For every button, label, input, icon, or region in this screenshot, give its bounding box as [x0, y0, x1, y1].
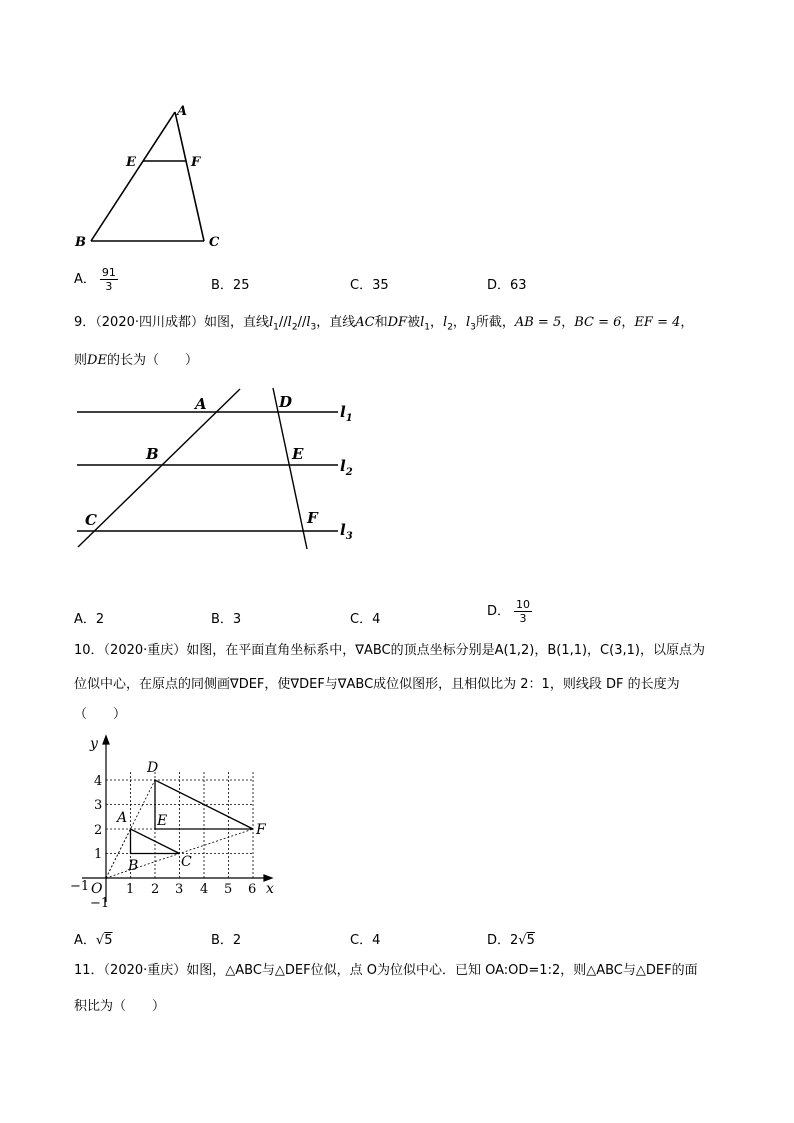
label-e: E — [126, 155, 136, 170]
tick-x-1: 1 — [126, 882, 135, 897]
q9-text-part: 3 — [310, 322, 317, 333]
q9-text-part: ， — [680, 315, 694, 330]
q9-text-part: l — [443, 315, 448, 330]
label-c: C — [85, 511, 97, 529]
q9-text-part: l — [420, 315, 425, 330]
q9-text-part: l — [306, 315, 311, 330]
q10-line3: （ ） — [74, 707, 127, 722]
tick-x-4: 4 — [200, 882, 209, 897]
label-b: B — [128, 858, 139, 874]
label-c: C — [209, 235, 220, 250]
tick-x-neg1: −1 — [70, 879, 90, 894]
q10-option-c[interactable]: C．4 — [350, 933, 381, 948]
q11-line2: 积比为（ ） — [74, 999, 166, 1014]
q9-text-part: ， — [452, 315, 466, 330]
q9-text-part: l — [269, 315, 274, 330]
tick-x-2: 2 — [151, 882, 160, 897]
triangle-figure — [60, 95, 240, 255]
parallel-lines-figure — [70, 385, 370, 555]
label-f: F — [256, 822, 266, 838]
q9-option-c[interactable]: C．4 — [350, 612, 381, 627]
tick-y-3: 3 — [94, 798, 103, 813]
tick-y-neg1: −1 — [90, 896, 110, 911]
q9-text-part: ， — [430, 315, 444, 330]
q9-text-part: ， — [561, 315, 575, 330]
q9-text-part: ，直线 — [316, 315, 356, 330]
label-b: B — [75, 235, 86, 250]
label-c: C — [181, 854, 192, 870]
q9-option-b[interactable]: B．3 — [211, 612, 242, 627]
q9-text-part: 3 — [470, 322, 476, 333]
label-l3: $l_3$ — [340, 521, 353, 542]
q9-text-part: 所截， — [475, 315, 515, 330]
q10-option-a[interactable]: A．√5 — [74, 933, 113, 948]
label-a: A — [117, 810, 128, 826]
label-d: D — [279, 393, 293, 411]
q9-text-part: 9．（2020·四川成都）如图，直线 — [74, 315, 269, 330]
q8-option-d[interactable]: D．63 — [487, 278, 527, 293]
line-ac — [78, 389, 240, 547]
side-ab — [91, 112, 175, 241]
q9-text-part: // — [297, 315, 307, 330]
tick-y-4: 4 — [94, 774, 103, 789]
q10-line1: 10．（2020·重庆）如图，在平面直角坐标系中，∇ABC的顶点坐标分别是A(1,2)，B(1,1)，C(3,1)，以原点为 — [74, 643, 705, 658]
q9-text-part: l — [287, 315, 292, 330]
q9-text-part: 被 — [407, 315, 421, 330]
q9-text-part: 1 — [424, 322, 430, 333]
q9-text-part: l — [465, 315, 471, 330]
axis-label-y: y — [90, 736, 98, 752]
q9-text-part: 1 — [273, 322, 279, 333]
axis-label-x: x — [266, 881, 274, 897]
q9-text-part: // — [278, 315, 288, 330]
q9-text-part: ， — [621, 315, 635, 330]
q9-text-part: AC — [355, 315, 375, 330]
q8-option-a[interactable]: A． $\frac{91}{3}$ — [74, 266, 116, 293]
tick-y-1: 1 — [94, 847, 103, 862]
q9-option-d[interactable]: D． $\frac{10}{3}$ — [487, 598, 531, 625]
q9-text-part: BC = 6 — [574, 315, 622, 330]
tick-x-6: 6 — [248, 882, 257, 897]
label-l1: $l_1$ — [340, 403, 353, 424]
q9-text-part: 2 — [447, 322, 453, 333]
q10-option-b[interactable]: B．2 — [211, 933, 242, 948]
label-f: F — [191, 155, 201, 170]
tick-y-2: 2 — [94, 823, 103, 838]
q8-option-c[interactable]: C．35 — [350, 278, 389, 293]
label-e: E — [157, 813, 168, 829]
label-l2: $l_2$ — [340, 457, 353, 478]
label-a: A — [195, 395, 207, 413]
q9-line1 — [74, 314, 693, 337]
label-b: B — [146, 445, 159, 463]
q9-text-part: AB = 5 — [514, 315, 562, 330]
q9-line2: 则DE的长为（ ） — [74, 353, 198, 368]
label-d: D — [147, 760, 159, 776]
label-o: O — [91, 881, 103, 897]
label-f: F — [307, 509, 318, 527]
q10-line2: 位似中心，在原点的同侧画∇DEF，使∇DEF与∇ABC成位似图形，且相似比为 2：1，则线段 DF 的长度为 — [74, 677, 680, 692]
tick-x-5: 5 — [224, 882, 233, 897]
side-ac — [175, 112, 204, 241]
q10-option-d[interactable]: D．2√5 — [487, 933, 535, 948]
q9-option-a[interactable]: A．2 — [74, 612, 105, 627]
q9-text-part: EF = 4 — [634, 315, 681, 330]
q8-option-b[interactable]: B．25 — [211, 278, 250, 293]
tick-x-3: 3 — [175, 882, 184, 897]
coordinate-figure — [68, 730, 288, 915]
q9-text-part: 2 — [291, 322, 298, 333]
label-e: E — [292, 445, 304, 463]
q11-line1: 11．（2020·重庆）如图，△ABC与△DEF位似，点 O为位似中心．已知 OA:OD=1:2，则△ABC与△DEF的面 — [74, 963, 698, 978]
q9-text-part: DF — [387, 315, 408, 330]
q9-text-part: 和 — [374, 315, 388, 330]
label-a: A — [177, 104, 188, 119]
